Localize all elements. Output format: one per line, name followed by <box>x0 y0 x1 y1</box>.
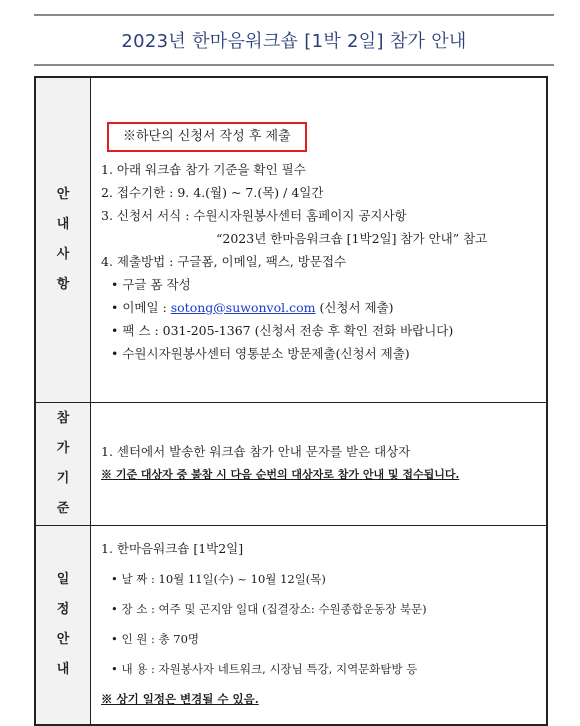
schedule-people: • 인 원 : 총 70명 <box>111 632 200 646</box>
schedule-content: • 내 용 : 자원봉사자 네트워크, 시장님 특강, 지역문화탐방 등 <box>111 662 418 676</box>
guide-item-1: 1. 아래 워크숍 참가 기준을 확인 필수 <box>101 161 306 177</box>
email-link[interactable]: sotong@suwonvol.com <box>170 299 316 315</box>
eligibility-item-1: 1. 센터에서 발송한 워크숍 참가 안내 문자를 받은 대상자 <box>101 444 411 459</box>
section-eligibility <box>35 403 547 526</box>
email-suffix: (신청서 제출) <box>315 299 394 315</box>
schedule-date: • 날 짜 : 10월 11일(수) ~ 10월 12일(목) <box>111 572 326 586</box>
guide-item-4: 4. 제출방법 : 구글폼, 이메일, 팩스, 방문접수 <box>101 253 347 269</box>
label-line-2: 기 준 <box>56 471 76 516</box>
title-bar <box>34 14 554 66</box>
section-label-schedule <box>35 526 91 726</box>
label-line-2: 사 항 <box>56 247 76 292</box>
section-content-eligibility <box>91 403 548 526</box>
section-schedule <box>35 526 547 726</box>
info-table <box>34 76 548 726</box>
method-google-form: • 구글 폼 작성 <box>111 276 191 292</box>
label-line-1: 안 내 <box>56 187 76 232</box>
method-visit: • 수원시자원봉사센터 영통분소 방문제출(신청서 제출) <box>111 345 410 361</box>
section-content-schedule <box>91 526 548 726</box>
schedule-note: ※ 상기 일정은 변경될 수 있음. <box>101 692 259 706</box>
label-line-1: 일 정 <box>56 572 76 617</box>
guide-item-3-detail: “2023년 한마음워크숍 [1박2일] 참가 안내” 참고 <box>216 230 488 246</box>
label-line-2: 안 내 <box>56 632 76 677</box>
schedule-place: • 장 소 : 여주 및 곤지암 일대 (집결장소: 수원종합운동장 북문) <box>111 602 427 616</box>
section-content-guide <box>91 77 548 403</box>
notice-box: ※하단의 신청서 작성 후 제출 <box>107 122 307 152</box>
method-fax: • 팩 스 : 031-205-1367 (신청서 전송 후 확인 전화 바랍니다) <box>111 322 454 338</box>
label-line-1: 참 가 <box>56 411 76 456</box>
section-label-guide <box>35 77 91 403</box>
guide-item-3: 3. 신청서 서식 : 수원시자원봉사센터 홈페이지 공지사항 <box>101 207 407 223</box>
method-email <box>101 296 536 319</box>
eligibility-note: ※ 기준 대상자 중 불참 시 다음 순번의 대상자로 참가 안내 및 접수됩니다. <box>101 468 460 481</box>
section-guide <box>35 77 547 403</box>
schedule-item-1: 1. 한마음워크숍 [1박2일] <box>101 541 244 556</box>
guide-item-2: 2. 접수기한 : 9. 4.(월) ~ 7.(목) / 4일간 <box>101 184 324 200</box>
page-title: 2023년 한마음워크숍 [1박 2일] 참가 안내 <box>121 31 467 52</box>
email-prefix: • 이메일 : <box>111 299 171 315</box>
section-label-eligibility <box>35 403 91 526</box>
